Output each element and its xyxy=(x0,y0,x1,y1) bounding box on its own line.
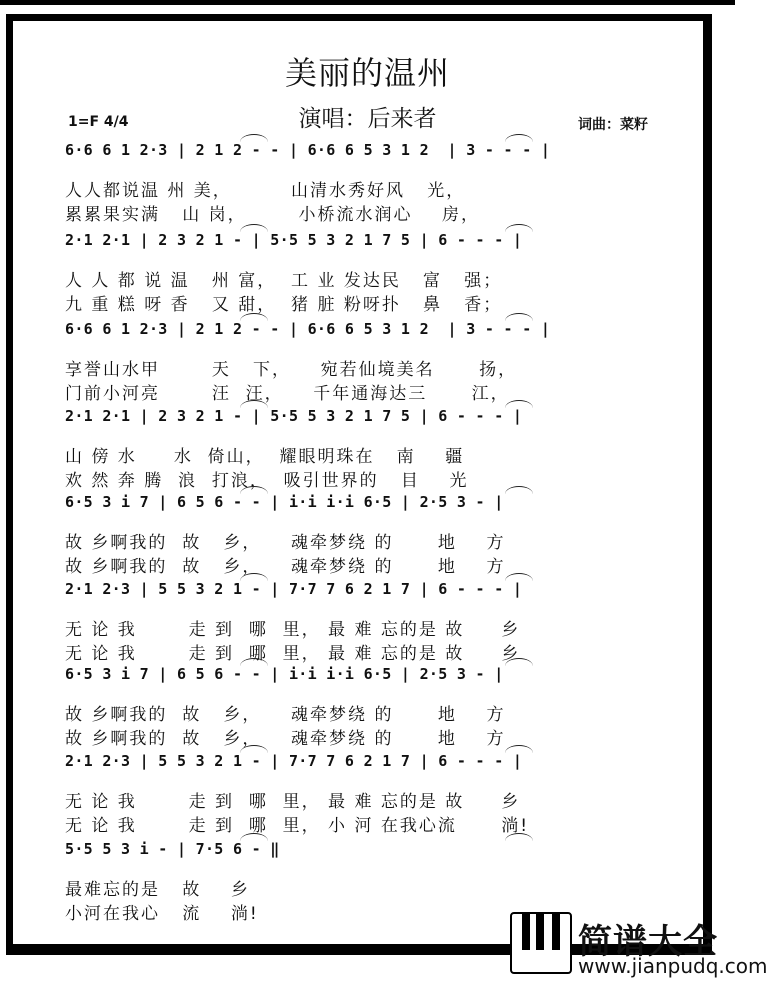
lyric-line: 山 傍 水 水 倚山， 耀眼明珠在 南 疆 xyxy=(65,447,465,467)
lyric-line: 最难忘的是 故 乡 xyxy=(65,880,250,900)
logo-url: www.jianpudq.com xyxy=(578,954,767,978)
lyric-line: 门前小河亮 汪 汪， 千年通海达三 江， xyxy=(65,384,510,404)
notation-line: 6·6 6 1 2·3 | 2 1 2 - - | 6·6 6 5 3 1 2 | 3 - - - | xyxy=(65,141,551,159)
lyric-line: 小河在我心 流 淌! xyxy=(65,904,259,924)
notation-line: 2·1 2·3 | 5 5 3 2 1 - | 7·7 7 6 2 1 7 | 6 - - - | xyxy=(65,752,523,770)
lyric-line: 故 乡啊我的 故 乡， 魂牵梦绕 的 地 方 xyxy=(65,729,506,749)
notation-line: 2·1 2·1 | 2 3 2 1 - | 5·5 5 3 2 1 7 5 | 6 - - - | xyxy=(65,231,523,249)
lyric-line: 九 重 糕 呀 香 又 甜， 猪 脏 粉呀扑 鼻 香； xyxy=(65,295,503,315)
notation-line: 2·1 2·1 | 2 3 2 1 - | 5·5 5 3 2 1 7 5 | 6 - - - | xyxy=(65,407,523,425)
site-logo xyxy=(510,912,767,978)
lyric-line: 无 论 我 走 到 哪 里， 最 难 忘的是 故 乡 xyxy=(65,644,521,664)
notation-line: 6·6 6 1 2·3 | 2 1 2 - - | 6·6 6 5 3 1 2 | 3 - - - | xyxy=(65,320,551,338)
piano-icon xyxy=(510,912,572,974)
lyric-line: 累累果实满 山 岗， 小桥流水润心 房， xyxy=(65,205,481,225)
lyricist-credit: 词曲：菜籽 xyxy=(578,117,648,133)
notation-line: 2·1 2·3 | 5 5 3 2 1 - | 7·7 7 6 2 1 7 | 6 - - - | xyxy=(65,580,523,598)
lyric-line: 无 论 我 走 到 哪 里， 最 难 忘的是 故 乡 xyxy=(65,620,521,640)
key-signature: 1=F 4/4 xyxy=(68,114,129,130)
notation-line: 5·5 5 3 i - | 7·5 6 - ‖ xyxy=(65,840,280,858)
logo-brand: 简谱大全 xyxy=(578,922,718,962)
notation-line: 6·5 3 i 7 | 6 5 6 - - | i·i i·i 6·5 | 2·5 3 - | xyxy=(65,665,504,683)
song-title: 美丽的温州 xyxy=(284,54,450,92)
singer-credit: 演唱：后来者 xyxy=(298,106,437,132)
lyric-line: 欢 然 奔 腾 浪 打浪， 吸引世界的 目 光 xyxy=(65,471,469,491)
lyric-line: 故 乡啊我的 故 乡， 魂牵梦绕 的 地 方 xyxy=(65,533,506,553)
lyric-line: 人 人 都 说 温 州 富， 工 业 发达民 富 强； xyxy=(65,271,503,291)
lyric-line: 故 乡啊我的 故 乡， 魂牵梦绕 的 地 方 xyxy=(65,557,506,577)
top-border xyxy=(0,0,735,5)
lyric-line: 享誉山水甲 天 下， 宛若仙境美名 扬， xyxy=(65,360,518,380)
lyric-line: 无 论 我 走 到 哪 里， 最 难 忘的是 故 乡 xyxy=(65,792,521,812)
lyric-line: 无 论 我 走 到 哪 里， 小 河 在我心流 淌! xyxy=(65,816,530,836)
lyric-line: 故 乡啊我的 故 乡， 魂牵梦绕 的 地 方 xyxy=(65,705,506,725)
notation-line: 6·5 3 i 7 | 6 5 6 - - | i·i i·i 6·5 | 2·5 3 - | xyxy=(65,493,504,511)
lyric-line: 人人都说温 州 美， 山清水秀好风 光， xyxy=(65,181,466,201)
